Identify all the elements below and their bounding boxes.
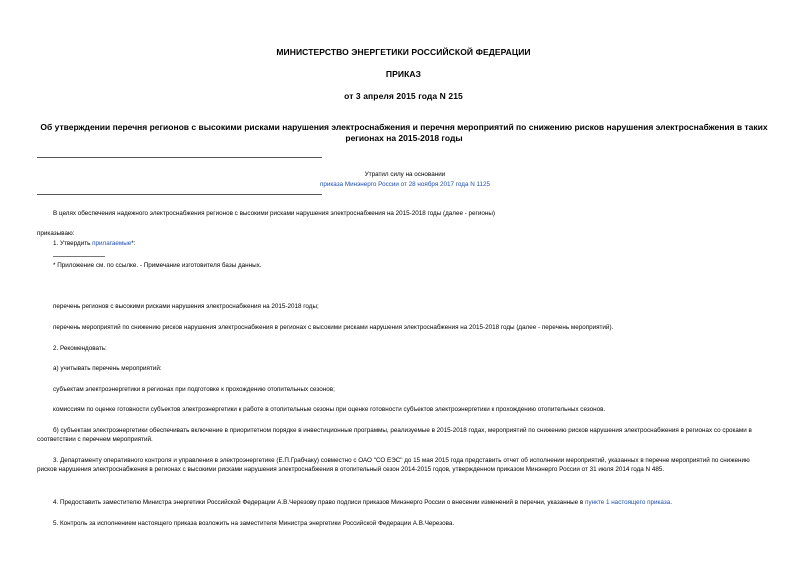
item-2b: б) субъектам электроэнергетики обеспечивать включение в приоритетном порядке в инвестиционные программы, реализуемые в 2015-2018 годах, мероприятий по снижению рисков нарушения электроснабжения в регионах со сроками в соответствии с перечнем мероприятий. bbox=[37, 427, 752, 443]
document-title: Об утверждении перечня регионов с высокими рисками нарушения электроснабжения и перечня мероприятий по снижению рисков нарушения электроснабжения в таких регионах на 2015-2018 годы bbox=[40, 122, 768, 143]
list-item-regions: перечень регионов с высокими рисками нарушения электроснабжения на 2015-2018 годы; bbox=[53, 303, 319, 310]
item-1 bbox=[53, 239, 353, 248]
item-2: 2. Рекомендовать: bbox=[53, 345, 107, 352]
item-4-link[interactable]: пункте 1 настоящего приказа bbox=[585, 499, 671, 506]
status-link[interactable]: приказа Минэнерго России от 28 ноября 2017 года N 1125 bbox=[319, 181, 491, 188]
divider-bottom bbox=[37, 194, 322, 195]
order-word: приказываю: bbox=[37, 230, 75, 237]
item-1-prefix: 1. Утвердить bbox=[53, 240, 93, 247]
footnote-divider bbox=[53, 256, 105, 257]
status-note: Утратил силу на основании bbox=[364, 171, 446, 178]
item-1-suffix: *: bbox=[131, 240, 136, 247]
list-item-measures: перечень мероприятий по снижению рисков нарушения электроснабжения в регионах с высокими рисками нарушения электроснабжения на 2015-2018 годы (далее - перечень мероприятий). bbox=[53, 324, 614, 331]
footnote: * Приложение см. по ссылке. - Примечание изготовителя базы данных. bbox=[53, 262, 262, 269]
doc-type-heading: ПРИКАЗ bbox=[385, 69, 422, 79]
item-1-link[interactable]: прилагаемые bbox=[92, 240, 132, 247]
item-3: 3. Департаменту оперативного контроля и управления в электроэнергетике (Е.П.Грабчаку) совместно с ОАО "СО ЕЭС" до 15 мая 2015 года представить отчет об исполнении мероприятий, указанных в перечне мероприятий по снижению рисков нарушения электроснабжения в регионах с высокими рисками нарушения электроснабжения в отопительный сезон 2014-2015 годов, утвержденном приказом Минэнерго России от 31 июля 2014 года N 485. bbox=[37, 457, 750, 473]
ministry-heading: МИНИСТЕРСТВО ЭНЕРГЕТИКИ РОССИЙСКОЙ ФЕДЕРАЦИИ bbox=[276, 47, 531, 57]
item-2a: а) учитывать перечень мероприятий: bbox=[53, 365, 162, 372]
item-4-prefix: 4. Предоставить заместителю Министра энергетики Российской Федерации А.В.Черезову право подписи приказов Минэнерго России о внесении изменений в перечни, указанные в bbox=[53, 499, 586, 506]
item-4-suffix: . bbox=[670, 499, 672, 506]
item-2a-subjects: субъектам электроэнергетики в регионах при подготовке к прохождению отопительных сезонов; bbox=[53, 386, 335, 393]
intro-paragraph: В целях обеспечения надежного электроснабжения регионов с высокими рисками нарушения электроснабжения на 2015-2018 годы (далее - регионы) bbox=[53, 210, 495, 217]
item-4 bbox=[53, 498, 773, 507]
date-number-heading: от 3 апреля 2015 года N 215 bbox=[344, 91, 463, 101]
item-2a-commissions: комиссиям по оценке готовности субъектов электроэнергетики к работе в отопительные сезоны при оценке готовности субъектов электроэнергетики к прохождению отопительных сезонов. bbox=[53, 406, 606, 413]
divider-top bbox=[37, 157, 322, 158]
item-5: 5. Контроль за исполнением настоящего приказа возложить на заместителя Министра энергетики Российской Федерации А.В.Черезова. bbox=[53, 520, 455, 527]
